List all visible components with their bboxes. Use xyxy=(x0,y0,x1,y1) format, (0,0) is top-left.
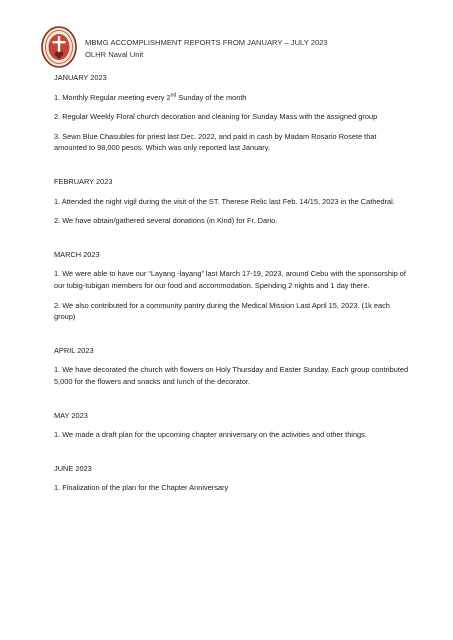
report-title: MBMG ACCOMPLISHMENT REPORTS FROM JANUARY – JULY 2023 xyxy=(85,38,328,47)
report-body xyxy=(54,72,409,502)
seal-logo-icon xyxy=(41,26,77,68)
item-text: 1. Monthly Regular meeting every 2 xyxy=(54,92,171,102)
section-january xyxy=(54,72,409,154)
list-item: 1. We made a draft plan for the upcoming chapter anniversary on the activities and other things. xyxy=(54,430,367,440)
section-june xyxy=(54,463,409,494)
list-item: 1. We were able to have our “Layang -layang” last March 17-19, 2023, around Cebu with the sponsorship of our tubig-tubigan members for our food and accommodation. Spending 2 nights and 1 day there. xyxy=(54,269,406,290)
list-item: 2. We have obtain/gathered several donations (in Kind) for Fr. Dario. xyxy=(54,216,278,226)
document-header xyxy=(85,37,328,60)
list-item: 1. Finalization of the plan for the Chapter Anniversary xyxy=(54,483,229,493)
section-march xyxy=(54,249,409,323)
unit-name: OLHR Naval Unit xyxy=(85,49,144,59)
section-february xyxy=(54,176,409,227)
month-heading: FEBRUARY 2023 xyxy=(54,176,113,186)
month-heading: MARCH 2023 xyxy=(54,249,100,259)
list-item: 2. We also contributed for a community pantry during the Medical Mission Last April 15, 2023. (1k each group) xyxy=(54,300,390,322)
list-item: 1. We have decorated the church with flowers on Holy Thursday and Easter Sunday. Each group contributed 5,000 for the flowers and snacks and lunch of the decorator. xyxy=(54,365,409,386)
month-heading: JUNE 2023 xyxy=(54,463,92,473)
month-heading: APRIL 2023 xyxy=(54,345,94,355)
section-may xyxy=(54,410,409,441)
section-april xyxy=(54,345,409,388)
month-heading: JANUARY 2023 xyxy=(54,73,107,82)
month-heading: MAY 2023 xyxy=(54,410,88,420)
list-item xyxy=(54,92,409,104)
ordinal-suffix: nd xyxy=(170,92,177,99)
list-item: 2. Regular Weekly Floral church decoration and cleaning for Sunday Mass with the assigned group xyxy=(54,112,378,122)
list-item: 3. Sewn Blue Chasubles for priest last Dec. 2022, and paid in cash by Madam Rosario Rosete that amounted to 98,000 pesos. Which was only reported last January. xyxy=(54,131,377,153)
item-text: Sunday of the month xyxy=(176,92,247,102)
list-item: 1. Attended the night vigil during the visit of the ST. Therese Relic last Feb. 14/15, 2023 in the Cathedral. xyxy=(54,196,395,206)
